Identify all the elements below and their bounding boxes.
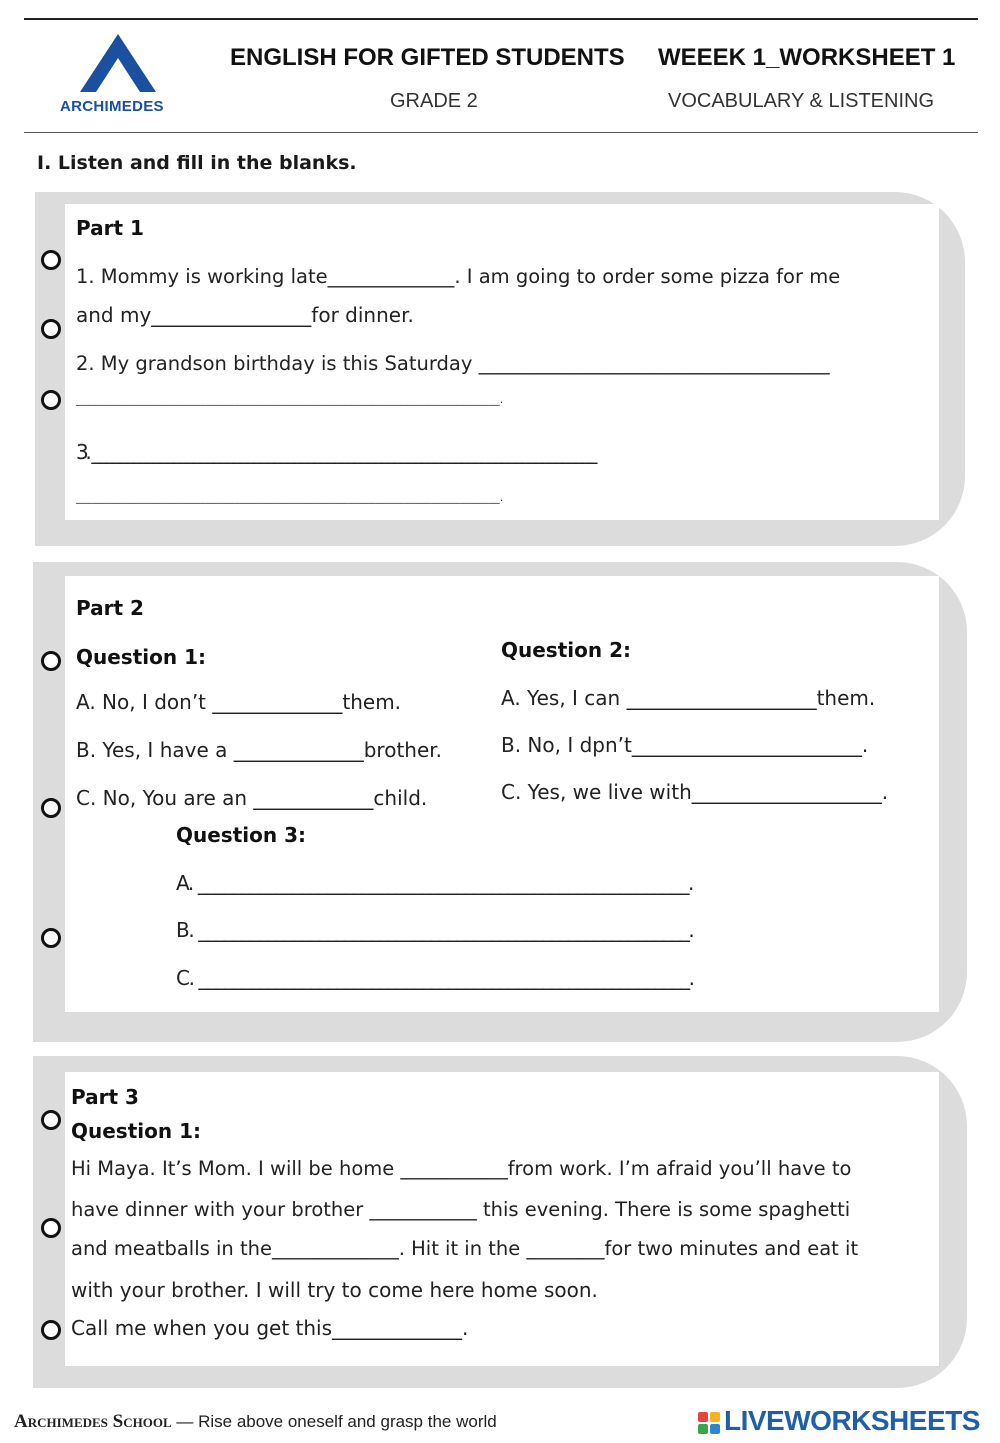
part1-line-5: 3. ___________________________________________________________________________ [76,440,595,464]
part3-line-5: Call me when you get this_____________. [71,1316,469,1340]
binder-ring-icon [41,928,61,948]
footer-tagline-text: — Rise above oneself and grasp the world [176,1412,497,1431]
part3-line-1: Hi Maya. It’s Mom. I will be home ___________from work. I’m afraid you’ll have to [71,1157,852,1180]
part3-line-4: with your brother. I will try to come here home soon. [71,1278,598,1302]
binder-ring-icon [41,1320,61,1340]
part2-q2-option-b: B. No, I dpn’t_______________________. [501,733,869,757]
section-title: I. Listen and fill in the blanks. [37,152,357,174]
binder-ring-icon [41,798,61,818]
binder-ring-icon [41,1218,61,1238]
worksheet-title: ENGLISH FOR GIFTED STUDENTS [230,44,625,71]
part1-line-2: and my________________for dinner. [76,303,414,327]
worksheet-week: WEEEK 1_WORKSHEET 1 [658,44,956,71]
part1-line-3: 2. My grandson birthday is this Saturday ____________________________________ [76,352,830,375]
grade-label: GRADE 2 [390,90,478,112]
part2-title: Part 2 [76,596,144,620]
part2-question2-title: Question 2: [501,638,631,662]
header-bottom-rule [24,132,978,133]
part2-q1-option-b: B. Yes, I have a _____________brother. [76,738,443,762]
archimedes-logo-icon [60,32,185,94]
part1-line-4: ___________________________________________________________________________. [76,393,504,406]
part2-q3-option-b: B. _________________________________________________________. [176,918,694,942]
part2-q3-option-a: A. _________________________________________________________. [176,871,694,895]
part2-q1-option-c: C. No, You are an ____________child. [76,786,428,810]
subject-label: VOCABULARY & LISTENING [668,90,935,112]
part3-title: Part 3 [71,1085,139,1109]
part3-line-2: have dinner with your brother ___________ this evening. There is some spaghetti [71,1198,851,1221]
binder-ring-icon [41,390,61,410]
binder-ring-icon [41,250,61,270]
part3-line-3: and meatballs in the_____________. Hit it in the ________for two minutes and eat it [71,1237,859,1260]
binder-ring-icon [41,651,61,671]
footer-school-name: Archimedes School [14,1411,172,1432]
footer-tagline [14,1411,497,1433]
part2-q3-option-c: C. _________________________________________________________. [176,966,694,990]
liveworksheets-logo-icon [698,1412,720,1434]
part3-question1-title: Question 1: [71,1119,201,1143]
part2-question3-title: Question 3: [176,823,306,847]
archimedes-logo [60,32,185,117]
part2-q2-option-c: C. Yes, we live with___________________. [501,780,889,804]
part2-question1-title: Question 1: [76,645,206,669]
liveworksheets-brand[interactable]: LIVEWORKSHEETS [724,1405,980,1436]
part2-q1-option-a: A. No, I don’t _____________them. [76,690,402,714]
binder-ring-icon [41,319,61,339]
logo-text: ARCHIMEDES [60,98,164,115]
part1-line-1: 1. Mommy is working late_____________. I am going to order some pizza for me [76,265,841,288]
part1-line-6: ___________________________________________________________________________. [76,491,504,504]
part2-q2-option-a: A. Yes, I can ___________________them. [501,686,876,710]
binder-ring-icon [41,1110,61,1130]
part1-title: Part 1 [76,216,144,240]
header-top-rule [24,18,978,20]
